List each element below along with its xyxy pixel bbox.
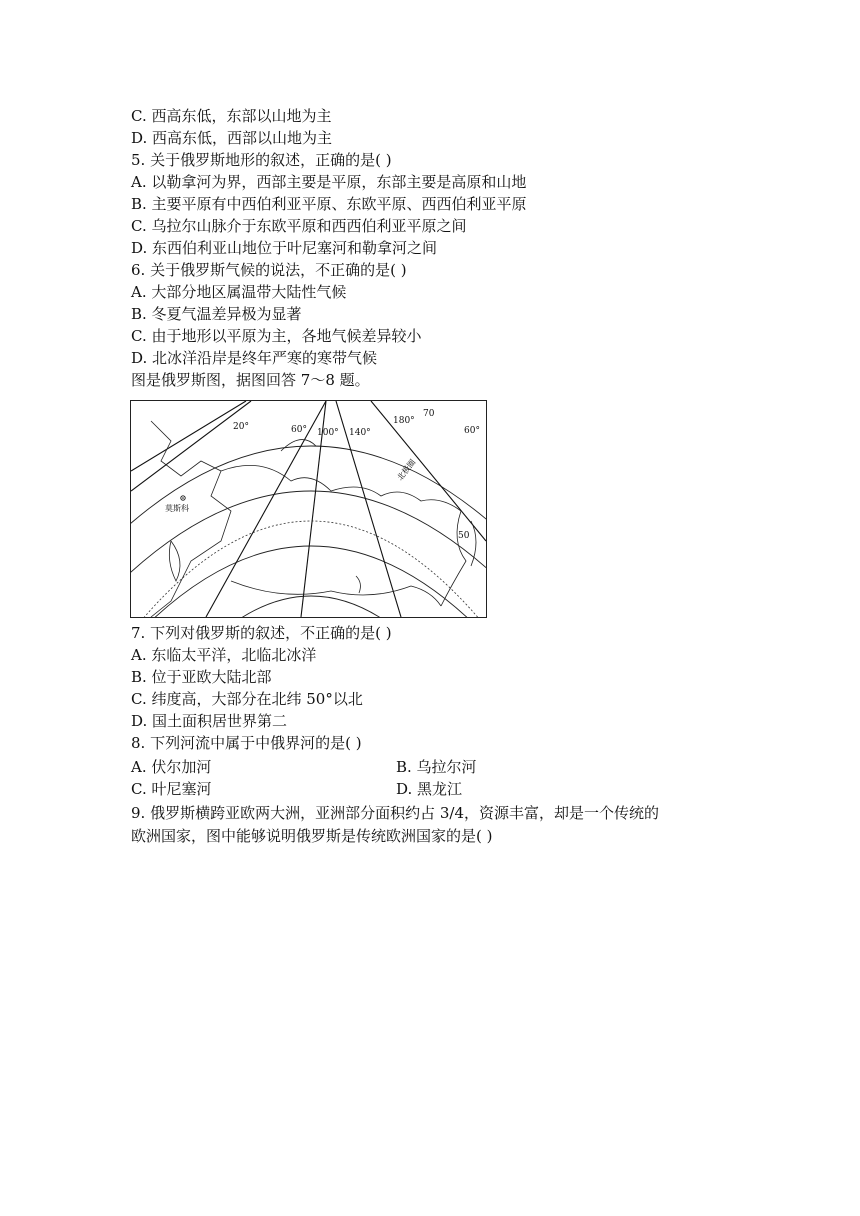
q5-option-c: C. 乌拉尔山脉介于东欧平原和西西伯利亚平原之间 (131, 217, 467, 235)
q7-option-d: D. 国土面积居世界第二 (131, 712, 288, 730)
q8-option-c: C. 叶尼塞河 (131, 780, 212, 798)
q8-option-b: B. 乌拉尔河 (396, 758, 477, 776)
lon-20-label: 20° (233, 422, 249, 432)
moscow-dot-icon (182, 497, 184, 499)
lon-140-label: 140° (349, 428, 371, 438)
q7-stem: 7. 下列对俄罗斯的叙述，不正确的是( ) (131, 624, 392, 642)
lon-100-label: 100° (317, 428, 339, 438)
arctic-coast (221, 465, 461, 511)
q7-option-b: B. 位于亚欧大陆北部 (131, 668, 272, 686)
q7-option-c: C. 纬度高，大部分在北纬 50°以北 (131, 690, 363, 708)
q5-option-a: A. 以勒拿河为界，西部主要是平原，东部主要是高原和山地 (131, 173, 527, 191)
q7-option-a: A. 东临太平洋，北临北冰洋 (131, 646, 317, 664)
arctic-circle-arc (141, 521, 481, 617)
russia-map-graphic (131, 401, 486, 617)
q8-option-d: D. 黑龙江 (396, 780, 463, 798)
meridian-60 (206, 401, 326, 617)
europe-coast (151, 421, 231, 617)
meridian-west (131, 401, 251, 491)
q6-option-d: D. 北冰洋沿岸是终年严寒的寒带气候 (131, 349, 378, 367)
pacific-coast (441, 511, 466, 606)
q6-option-a: A. 大部分地区属温带大陆性气候 (131, 283, 347, 301)
lon-60-label: 60° (291, 425, 307, 435)
q9-stem-line-2: 欧洲国家，图中能够说明俄罗斯是传统欧洲国家的是( ) (131, 827, 493, 845)
q6-stem: 6. 关于俄罗斯气候的说法，不正确的是( ) (131, 261, 407, 279)
meridian-20 (131, 401, 246, 471)
q8-options-row-1 (131, 757, 211, 777)
latitude-arc-outer (131, 446, 486, 551)
q6-option-c: C. 由于地形以平原为主，各地气候差异较小 (131, 327, 422, 345)
caspian (169, 541, 180, 581)
arctic-circle-label: 北极圈 (395, 457, 418, 483)
q5-option-d: D. 东西伯利亚山地位于叶尼塞河和勒拿河之间 (131, 239, 438, 257)
baikal (356, 576, 360, 593)
q5-stem: 5. 关于俄罗斯地形的叙述，正确的是( ) (131, 151, 392, 169)
q9-stem-line-1: 9. 俄罗斯横跨亚欧两大洲，亚洲部分面积约占 3/4，资源丰富，却是一个传统的 (131, 804, 659, 822)
novaya-zemlya (281, 440, 316, 451)
q6-option-b: B. 冬夏气温差异极为显著 (131, 305, 302, 323)
lat-50-label: 50 (458, 531, 470, 541)
russia-map (130, 400, 487, 618)
q4-option-d: D. 西高东低，西部以山地为主 (131, 129, 333, 147)
lat-70-label: 70 (423, 409, 435, 419)
lon-180-label: 180° (393, 416, 415, 426)
q8-options-row-2 (131, 779, 211, 799)
map-intro: 图是俄罗斯图，据图回答 7～8 题。 (131, 371, 370, 389)
q8-option-a: A. 伏尔加河 (131, 758, 212, 776)
meridian-180 (371, 401, 486, 541)
q4-option-c: C. 西高东低，东部以山地为主 (131, 107, 332, 125)
q5-option-b: B. 主要平原有中西伯利亚平原、东欧平原、西西伯利亚平原 (131, 195, 527, 213)
latitude-arc-inner (191, 596, 431, 617)
lat-60-label: 60° (464, 426, 480, 436)
moscow-label: 莫斯科 (165, 504, 189, 513)
south-border (231, 581, 441, 606)
q8-stem: 8. 下列河流中属于中俄界河的是( ) (131, 734, 362, 752)
